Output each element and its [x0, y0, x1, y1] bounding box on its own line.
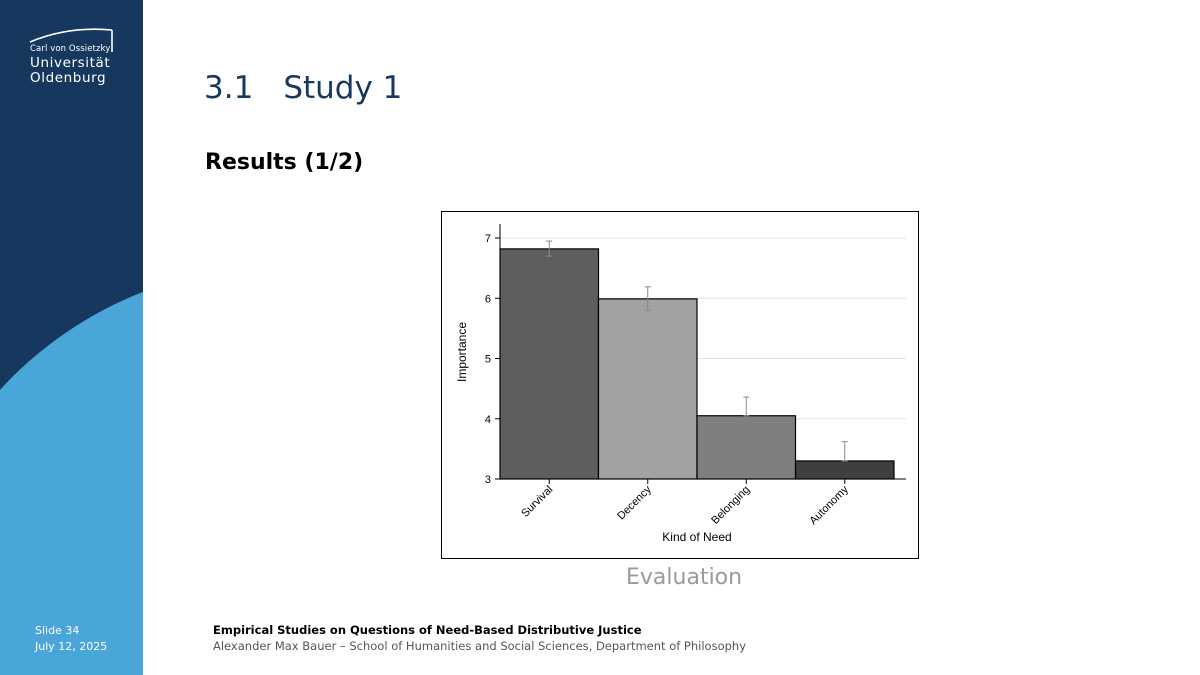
- footer: [213, 622, 746, 654]
- slide-number: Slide 34: [35, 624, 80, 637]
- chart-caption: Evaluation: [626, 565, 743, 590]
- slide-date: July 12, 2025: [35, 640, 108, 653]
- y-tick-label: 6: [484, 293, 491, 306]
- footer-author: Alexander Max Bauer – School of Humanities and Social Sciences, Department of Philosophy: [213, 639, 747, 653]
- slide-meta: [35, 623, 107, 655]
- logo-line-3: Oldenburg: [30, 70, 107, 86]
- sidebar-wave-shape: [0, 0, 143, 675]
- x-tick-label: Belonging: [709, 483, 753, 527]
- x-axis-title: Kind of Need: [662, 530, 732, 544]
- footer-title: Empirical Studies on Questions of Need-Based Distributive Justice: [213, 623, 642, 637]
- y-axis-title: Importance: [455, 321, 469, 383]
- x-tick-label: Survival: [519, 483, 556, 520]
- logo-line-1: Carl von Ossietzky: [30, 44, 111, 54]
- section-title: Study 1: [283, 70, 403, 106]
- university-logo: [28, 28, 118, 90]
- bar: [500, 249, 599, 479]
- logo-line-2: Universität: [30, 55, 111, 71]
- page-title: [204, 70, 402, 106]
- y-tick-label: 7: [484, 233, 491, 246]
- y-tick-label: 5: [484, 353, 491, 366]
- frame-subtitle: Results (1/2): [205, 150, 364, 175]
- bar-chart: [442, 212, 918, 558]
- section-number: 3.1: [204, 70, 254, 106]
- sidebar: [0, 0, 143, 675]
- chart-frame: [441, 211, 919, 559]
- y-tick-label: 3: [484, 474, 491, 486]
- x-tick-label: Autonomy: [807, 483, 851, 528]
- y-tick-label: 4: [484, 413, 491, 426]
- bar: [599, 299, 698, 479]
- x-tick-label: Decency: [615, 483, 654, 523]
- bar: [697, 416, 796, 479]
- bar: [796, 461, 895, 479]
